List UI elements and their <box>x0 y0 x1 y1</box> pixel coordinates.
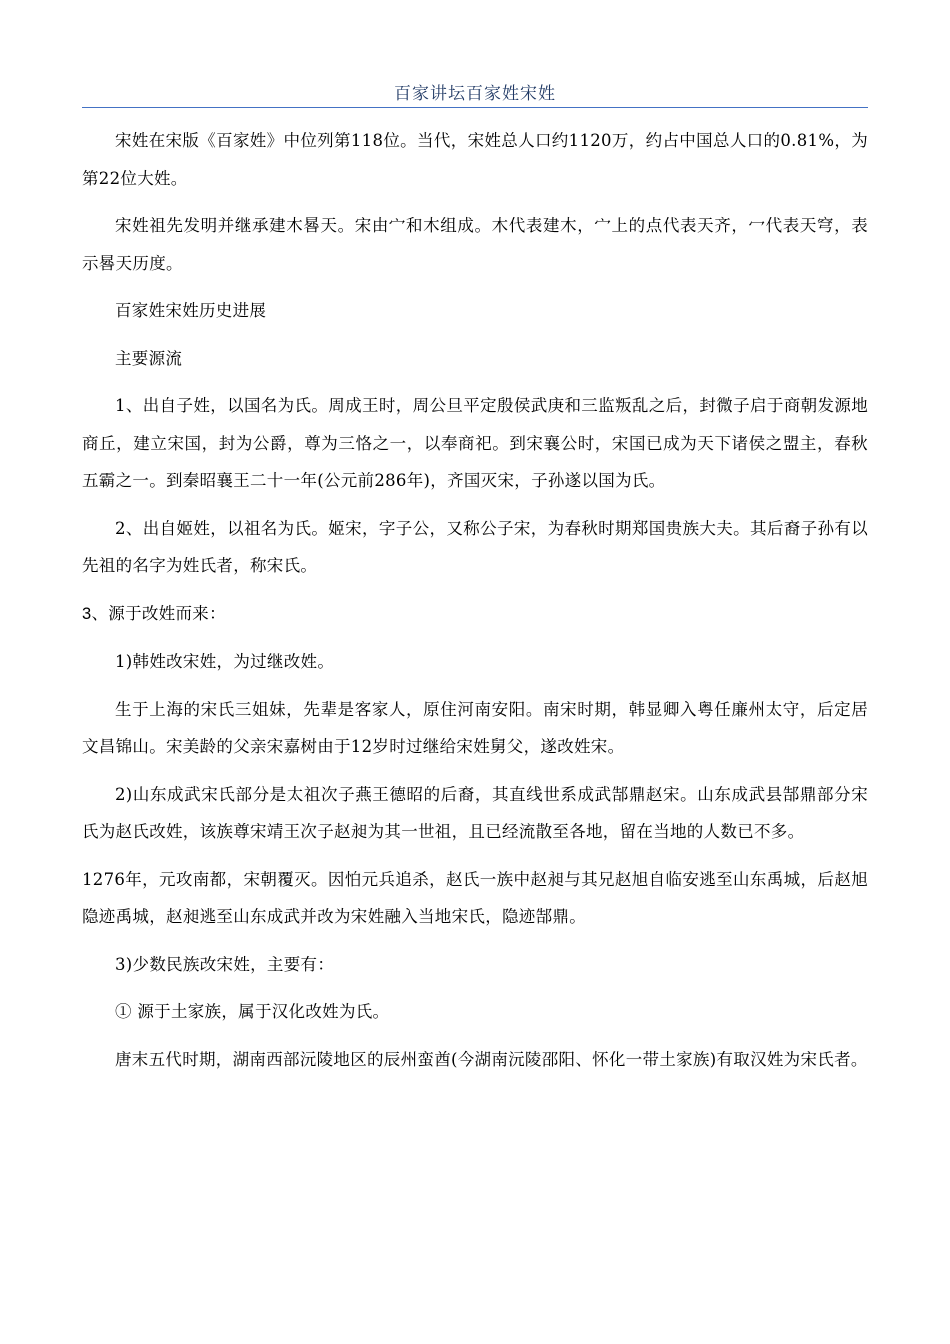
header-title: 百家讲坛百家姓宋姓 <box>394 84 556 104</box>
paragraph-origin: 宋姓祖先发明并继承建木晷天。宋由宀和木组成。木代表建木，宀上的点代表天齐，冖代表天穹，表示晷天历度。 <box>82 216 868 273</box>
header-divider <box>82 107 868 108</box>
paragraph-intro: 宋姓在宋版《百家姓》中位列第118位。当代，宋姓总人口约1120万，约占中国总人口的0.81%，为第22位大姓。 <box>82 131 868 188</box>
paragraph-1276: 1276年，元攻南都，宋朝覆灭。因怕元兵追杀，赵氏一族中赵昶与其兄赵旭自临安逃至山东禹城，后赵旭隐迹禹城，赵昶逃至山东成武并改为宋姓融入当地宋氏，隐迹郜鼎。 <box>82 869 868 926</box>
paragraph-tang-five-dynasties: 唐末五代时期，湖南西部沅陵地区的辰州蛮酋(今湖南沅陵邵阳、怀化一带土家族)有取汉姓为宋氏者。 <box>115 1049 868 1069</box>
paragraph-source-1: 1、出自子姓，以国名为氏。周成王时，周公旦平定殷侯武庚和三监叛乱之后，封微子启于商朝发源地商丘，建立宋国，封为公爵，尊为三恪之一，以奉商祀。到宋襄公时，宋国已成为天下诸侯之盟主，春秋五霸之一。到秦昭襄王二十一年(公元前286年)，齐国灭宋，子孙遂以国为氏。 <box>82 396 868 490</box>
document-body <box>82 122 868 1088</box>
section-heading-sources: 主要源流 <box>115 348 183 368</box>
paragraph-han-surname: 1)韩姓改宋姓，为过继改姓。 <box>115 652 335 671</box>
paragraph-soong-sisters: 生于上海的宋氏三姐妹，先辈是客家人，原住河南安阳。南宋时期，韩显卿入粤任廉州太守，后定居文昌锦山。宋美龄的父亲宋嘉树由于12岁时过继给宋姓舅父，遂改姓宋。 <box>82 699 868 756</box>
paragraph-minority: 3)少数民族改宋姓，主要有： <box>115 954 335 974</box>
paragraph-chengwu-song: 2)山东成武宋氏部分是太祖次子燕王德昭的后裔，其直线世系成武郜鼎赵宋。山东成武县郜鼎部分宋氏为赵氏改姓，该族尊宋靖王次子赵昶为其一世祖，且已经流散至各地，留在当地的人数已不多。 <box>82 784 868 841</box>
source-3-number: 3 <box>82 604 92 623</box>
section-heading-history: 百家姓宋姓历史进展 <box>115 301 267 320</box>
source-3-text: 、源于改姓而来： <box>91 603 226 623</box>
paragraph-tujia: ① 源于土家族，属于汉化改姓为氏。 <box>115 1002 390 1021</box>
paragraph-source-2: 2、出自姬姓，以祖名为氏。姬宋，字子公，又称公子宋，为春秋时期郑国贵族大夫。其后裔子孙有以先祖的名字为姓氏者，称宋氏。 <box>82 518 868 575</box>
paragraph-source-3 <box>82 595 868 634</box>
